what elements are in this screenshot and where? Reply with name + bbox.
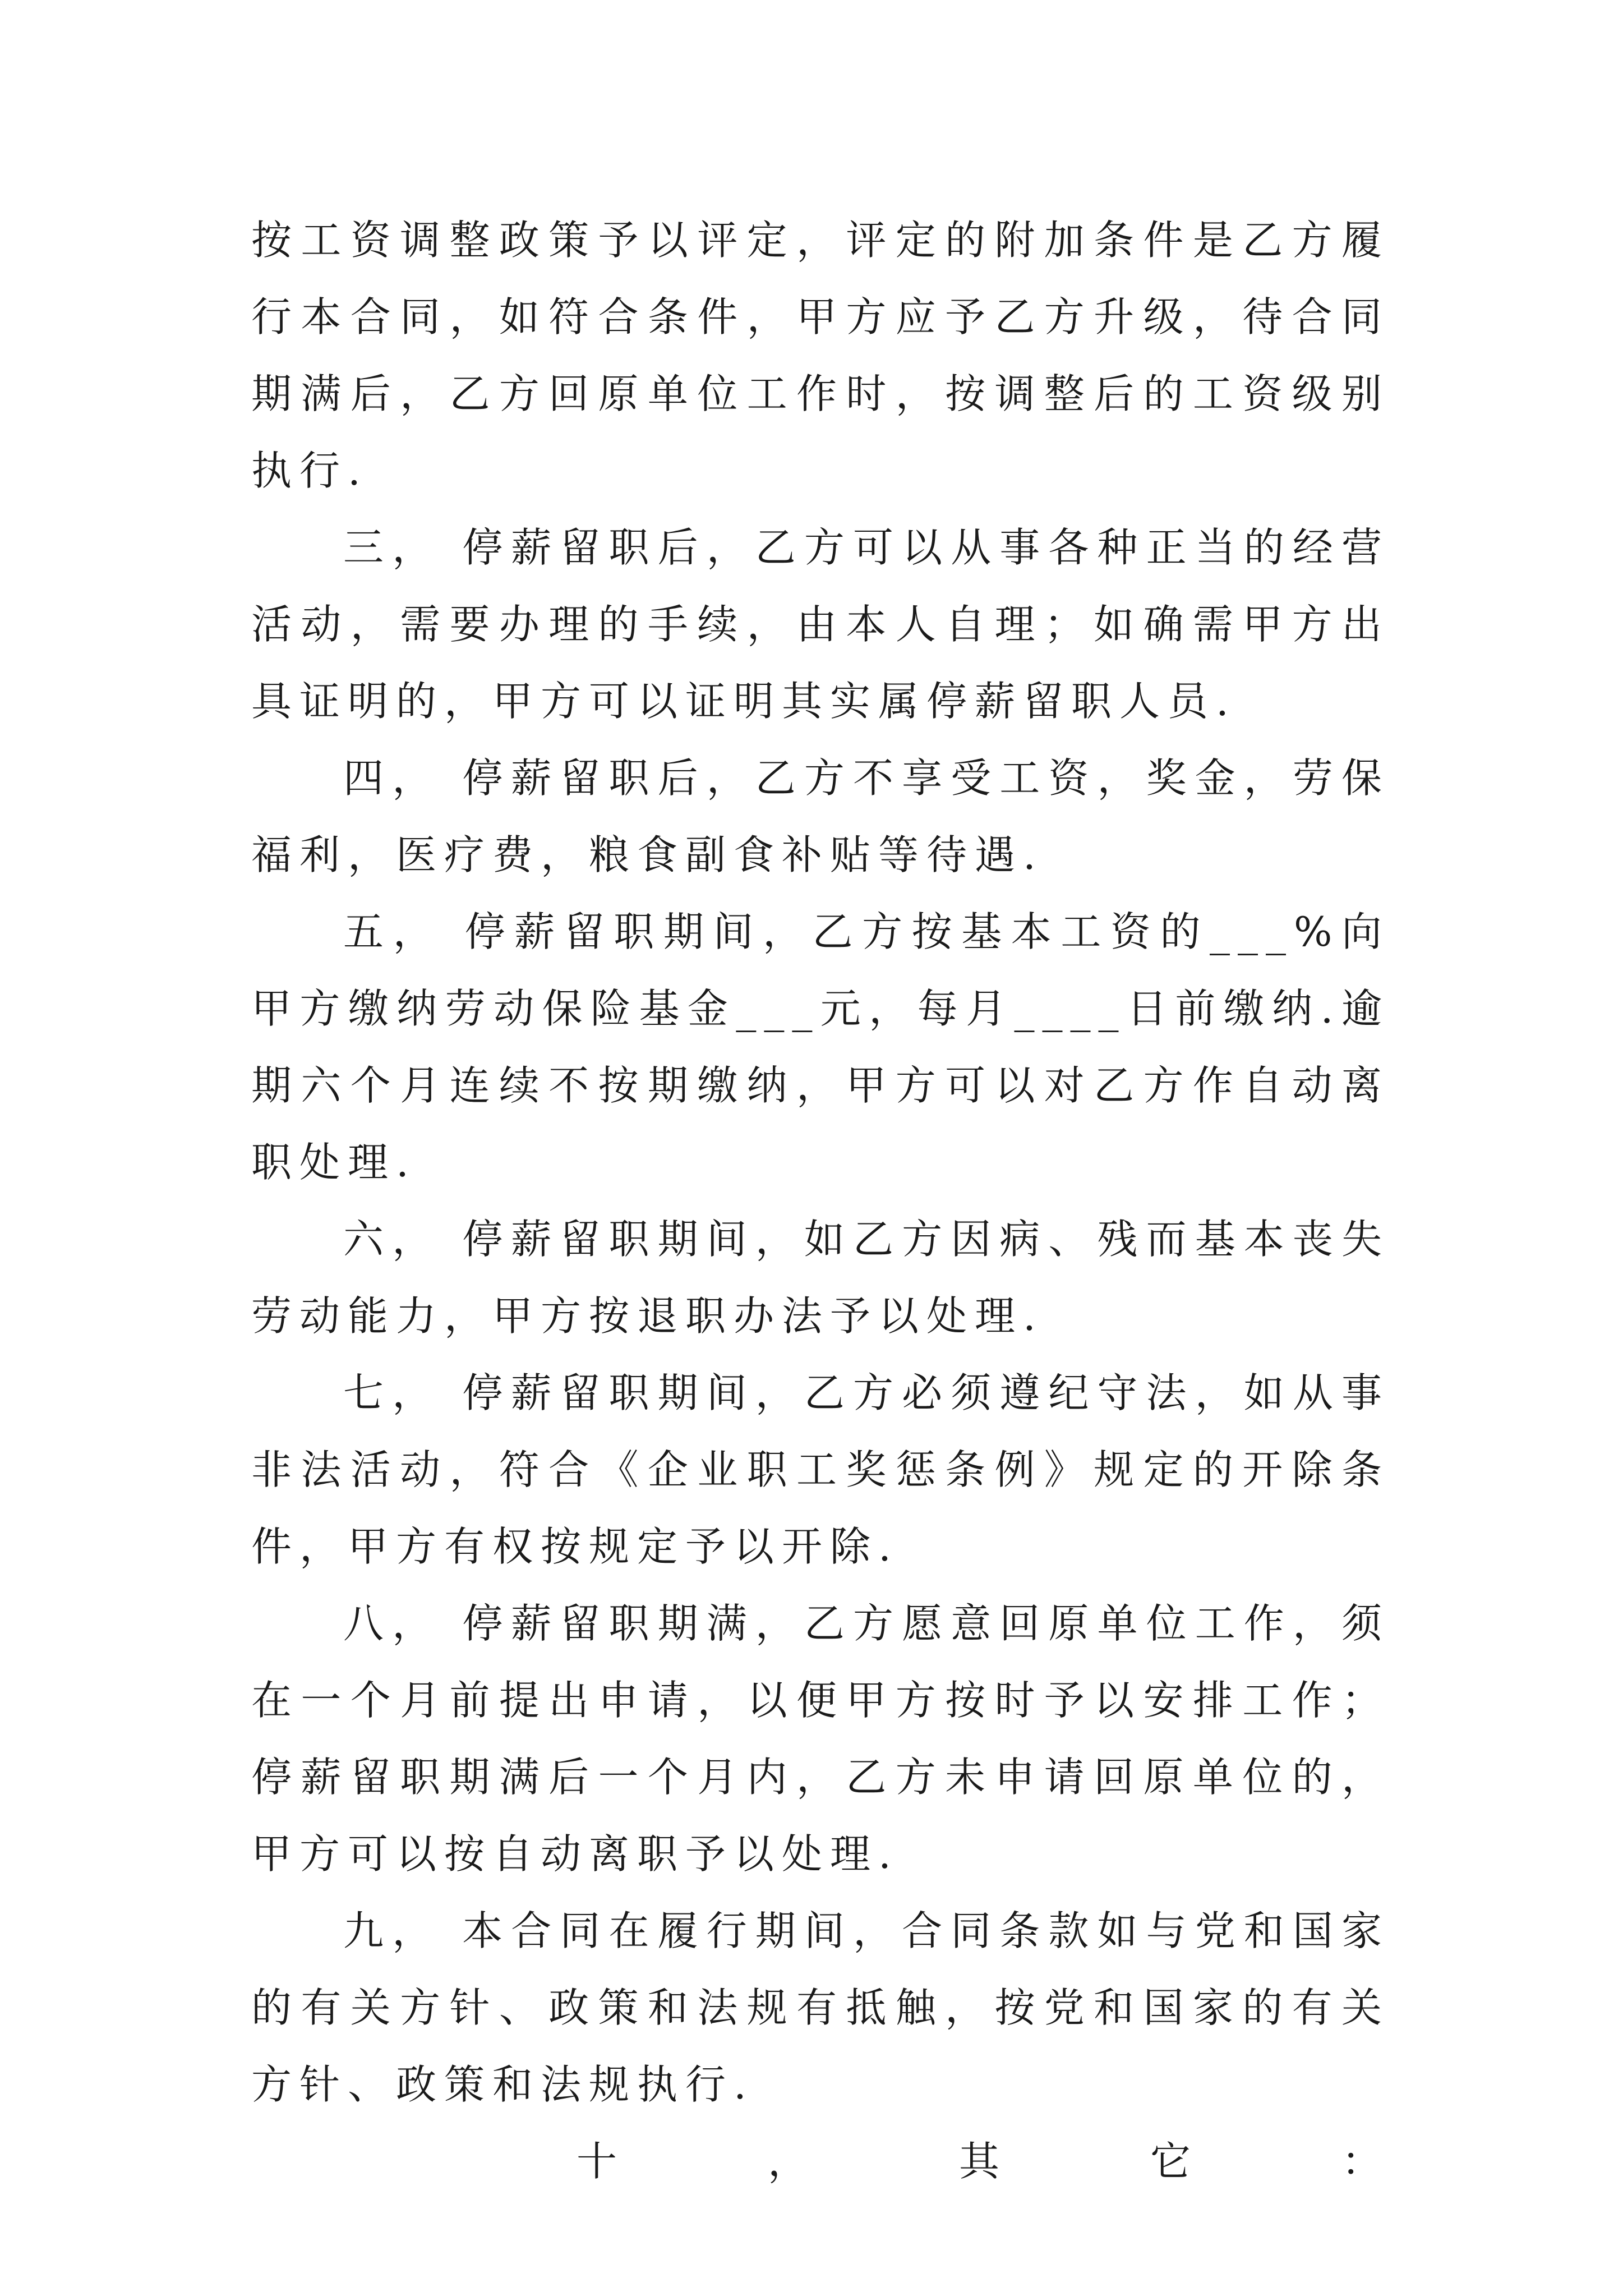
- clause-six: 六， 停薪留职期间，如乙方因病、残而基本丧失劳动能力，甲方按退职办法予以处理.: [251, 1216, 1390, 1340]
- document-body: [251, 202, 1390, 2200]
- paragraph-continued: 按工资调整政策予以评定，评定的附加条件是乙方履行本合同，如符合条件，甲方应予乙方升级，待合同期满后，乙方回原单位工作时，按调整后的工资级别执行.: [251, 217, 1390, 494]
- clause-eight: 八， 停薪留职期满，乙方愿意回原单位工作，须在一个月前提出申请，以便甲方按时予以安排工作；停薪留职期满后一个月内，乙方未申请回原单位的，甲方可以按自动离职予以处理.: [251, 1600, 1390, 1878]
- clause-three: 三， 停薪留职后，乙方可以从事各种正当的经营活动，需要办理的手续，由本人自理；如确需甲方出具证明的，甲方可以证明其实属停薪留职人员.: [251, 524, 1390, 725]
- clause-seven: 七， 停薪留职期间，乙方必须遵纪守法，如从事非法活动，符合《企业职工奖惩条例》规定的开除条件，甲方有权按规定予以开除.: [251, 1369, 1390, 1570]
- clause-five: 五， 停薪留职期间，乙方按基本工资的___%向甲方缴纳劳动保险基金___元，每月____日前缴纳.逾期六个月连续不按期缴纳，甲方可以对乙方作自动离职处理.: [251, 908, 1390, 1186]
- clause-ten: 十，其它：: [577, 2138, 1390, 2185]
- clause-nine: 九， 本合同在履行期间，合同条款如与党和国家的有关方针、政策和法规有抵触，按党和国家的有关方针、政策和法规执行.: [251, 1907, 1390, 2108]
- clause-four: 四， 停薪留职后，乙方不享受工资，奖金，劳保福利，医疗费，粮食副食补贴等待遇.: [251, 754, 1390, 878]
